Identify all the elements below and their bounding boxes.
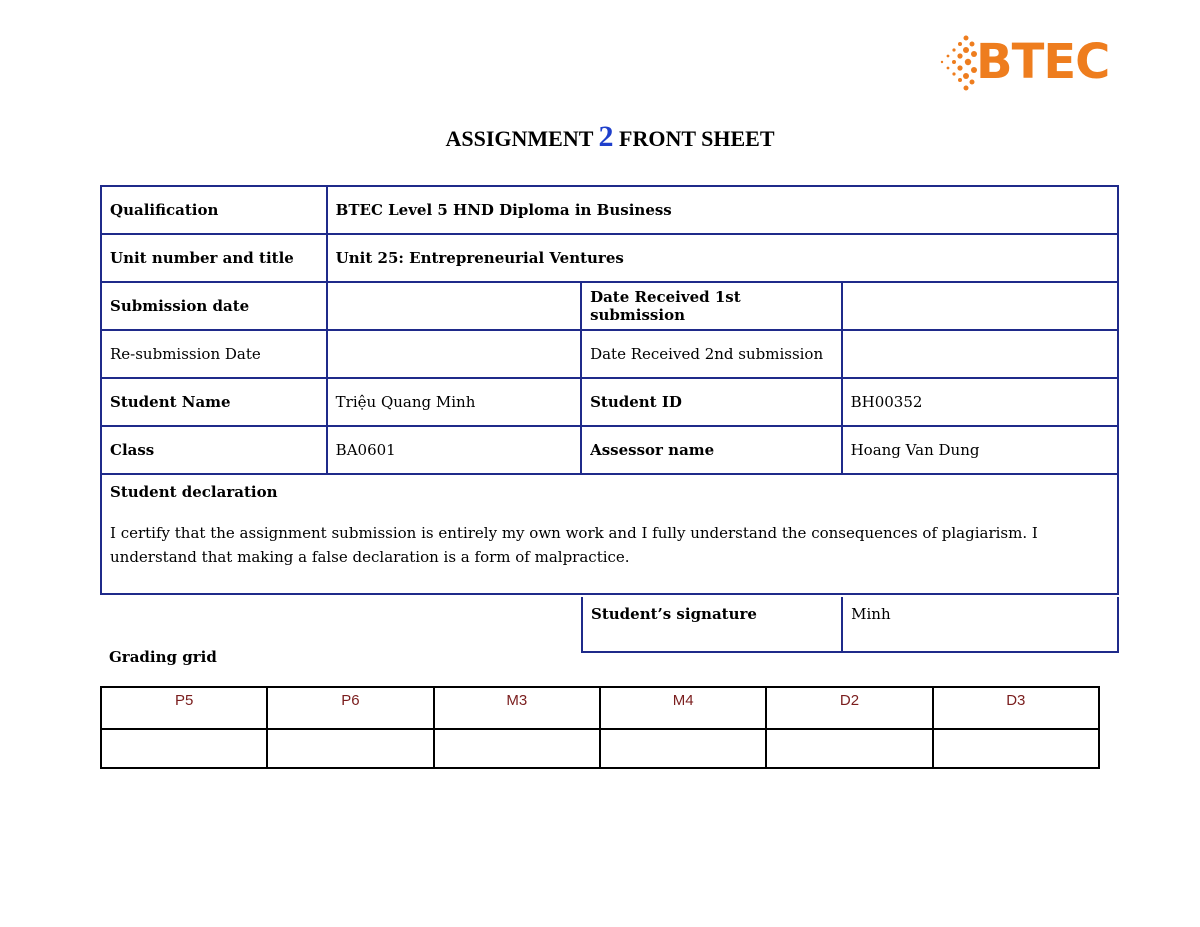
logo-text: BTEC xyxy=(976,34,1110,90)
submission-row xyxy=(101,282,1118,330)
unit-value[interactable]: Unit 25: Entrepreneurial Ventures xyxy=(327,234,1118,282)
signature-label: Student’s signature xyxy=(582,597,842,652)
class-value[interactable]: BA0601 xyxy=(327,426,581,474)
grading-header-row xyxy=(101,687,1099,729)
assessor-label: Assessor name xyxy=(581,426,842,474)
grade-header: D2 xyxy=(766,687,932,729)
qualification-row xyxy=(101,186,1118,234)
declaration-title: Student declaration xyxy=(110,483,278,501)
resubmission-date-field[interactable] xyxy=(327,330,581,378)
declaration-row xyxy=(101,474,1118,594)
grading-grid xyxy=(100,686,1100,769)
grade-cell[interactable] xyxy=(766,729,932,768)
assignment-number: 2 xyxy=(598,120,614,153)
student-name-value[interactable]: Triệu Quang Minh xyxy=(327,378,581,426)
unit-row xyxy=(101,234,1118,282)
submission-date-field[interactable] xyxy=(327,282,581,330)
date-received-1-field[interactable] xyxy=(842,282,1118,330)
signature-table xyxy=(581,597,1119,653)
date-received-2-field[interactable] xyxy=(842,330,1118,378)
unit-label: Unit number and title xyxy=(101,234,327,282)
btec-logo xyxy=(936,32,1120,92)
grade-header: M4 xyxy=(600,687,766,729)
student-id-value[interactable]: BH00352 xyxy=(842,378,1118,426)
declaration-cell xyxy=(101,474,1118,594)
resubmission-date-label: Re-submission Date xyxy=(101,330,327,378)
qualification-value[interactable]: BTEC Level 5 HND Diploma in Business xyxy=(327,186,1118,234)
resubmission-row xyxy=(101,330,1118,378)
assessor-value[interactable]: Hoang Van Dung xyxy=(842,426,1118,474)
grading-value-row xyxy=(101,729,1099,768)
grade-header: P6 xyxy=(267,687,433,729)
grade-header: D3 xyxy=(933,687,1099,729)
grade-header: M3 xyxy=(434,687,600,729)
title-suffix: FRONT SHEET xyxy=(619,126,775,151)
grade-header: P5 xyxy=(101,687,267,729)
date-received-2-label: Date Received 2nd submission xyxy=(581,330,842,378)
student-row xyxy=(101,378,1118,426)
grade-cell[interactable] xyxy=(267,729,433,768)
grade-cell[interactable] xyxy=(101,729,267,768)
page-title xyxy=(0,120,1200,154)
title-prefix: ASSIGNMENT xyxy=(445,126,594,151)
declaration-text: I certify that the assignment submission is entirely my own work and I fully understand the consequences of plagiarism. I understand that making a false declaration is a form of malpractice. xyxy=(110,524,1038,566)
grade-cell[interactable] xyxy=(600,729,766,768)
student-name-label: Student Name xyxy=(101,378,327,426)
front-sheet-table xyxy=(100,185,1119,595)
signature-row xyxy=(582,597,1118,652)
submission-date-label: Submission date xyxy=(101,282,327,330)
qualification-label: Qualification xyxy=(101,186,327,234)
class-label: Class xyxy=(101,426,327,474)
grade-cell[interactable] xyxy=(933,729,1099,768)
grading-grid-label: Grading grid xyxy=(109,648,217,666)
student-id-label: Student ID xyxy=(581,378,842,426)
signature-value[interactable]: Minh xyxy=(842,597,1118,652)
class-row xyxy=(101,426,1118,474)
dots-logo-icon xyxy=(936,32,980,92)
grade-cell[interactable] xyxy=(434,729,600,768)
date-received-1-label: Date Received 1st submission xyxy=(581,282,842,330)
